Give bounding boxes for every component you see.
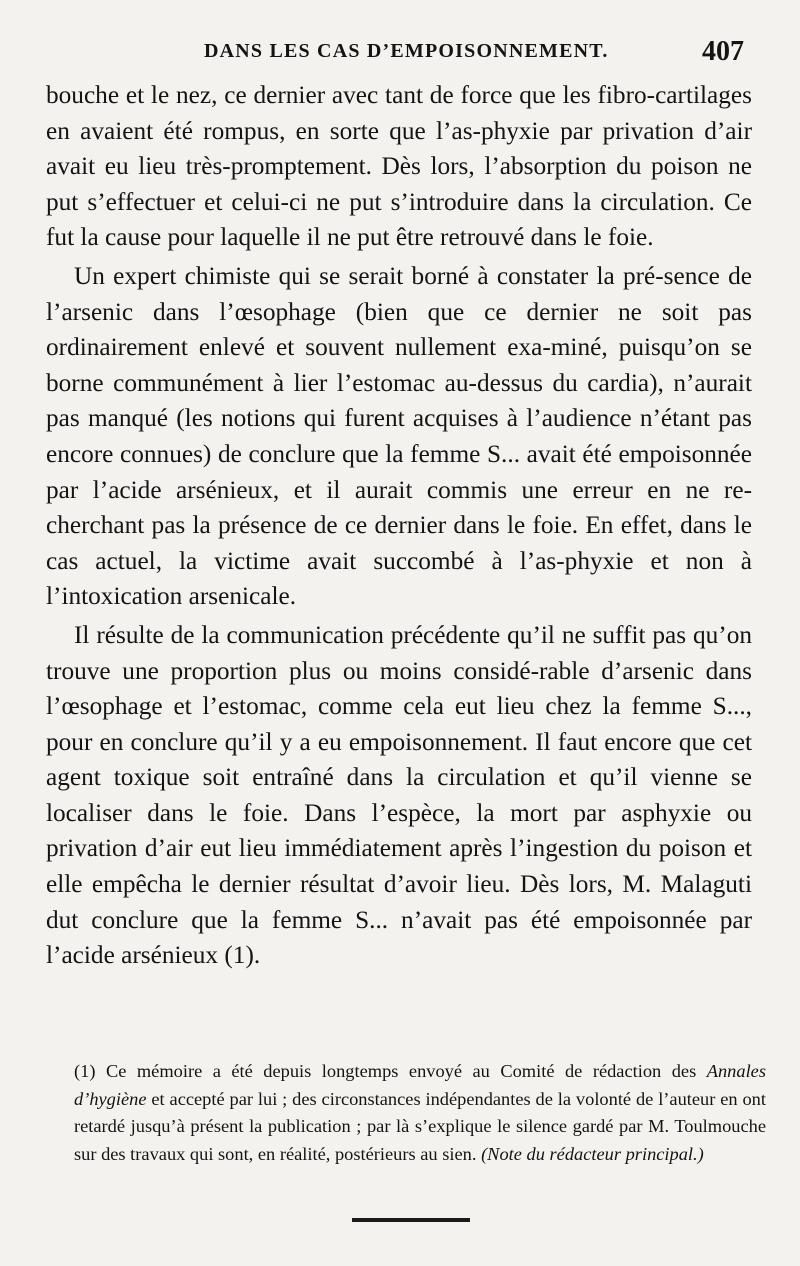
page-number: 407 <box>702 36 744 67</box>
footnote-text-start: Ce mémoire a été depuis longtemps envoyé au Comité de rédaction des <box>105 1061 697 1081</box>
running-head <box>46 38 744 70</box>
body-text <box>46 78 752 974</box>
footnote <box>74 1058 766 1168</box>
paragraph-conclusion: Il résulte de la communication précédente qu’il ne suffit pas qu’on trouve une proportion plus ou moins considé-rable d’arsenic dans l’œsophage et l’estomac, comme cela eut lieu chez la femme S..., pour en conclure qu’il y a eu empoisonnement. Il faut encore que cet agent toxique soit entraîné dans la circulation et qu’il vienne se localiser dans le foie. Dans l’espèce, la mort par asphyxie ou privation d’air eut lieu immédiatement après l’ingestion du poison et elle empêcha le dernier résultat d’avoir lieu. Dès lors, M. Malaguti dut conclure que la femme S... n’avait pas été empoisonnée par l’acide arsénieux (1). <box>46 620 752 970</box>
paragraph-expert-chimiste: Un expert chimiste qui se serait borné à constater la pré-sence de l’arsenic dans l’œsophage (bien que ce dernier ne soit pas ordinairement enlevé et souvent nullement exa-miné, puisqu’on se borne communément à lier l’estomac au-dessus du cardia), n’aurait pas manqué (les notions qui furent acquises à l’audience n’étant pas encore connues) de conclure que la femme S... avait été empoisonnée par l’acide arsénieux, et il aurait commis une erreur en ne re-cherchant pas la présence de ce dernier dans le foie. En effet, dans le cas actuel, la victime avait succombé à l’as-phyxie et non à l’intoxication arsenicale. <box>46 261 752 611</box>
closing-rule <box>352 1218 470 1222</box>
footnote-editor-note: (Note du rédacteur principal.) <box>481 1143 704 1164</box>
footnote-text-middle: et accepté par lui ; des circonstances indépendantes de la volonté de l’auteur en ont retardé jusqu’à présent la publication ; par là s’explique le silence gardé par M. Toulmouche sur des travaux qui sont, en réalité, postérieurs au sien. <box>74 1088 766 1164</box>
footnote-marker: (1) <box>74 1061 96 1081</box>
footnote-journal-title: Annales d’hygiène <box>74 1061 766 1109</box>
running-title: DANS LES CAS D’EMPOISONNEMENT. <box>204 40 609 62</box>
paragraph-continuation: bouche et le nez, ce dernier avec tant de force que les fibro-cartilages en avaient été rompus, en sorte que l’as-phyxie par privation d’air avait eu lieu très-promptement. Dès lors, l’absorption du poison ne put s’effectuer et celui-ci ne put s’introduire dans la circulation. Ce fut la cause pour laquelle il ne put être retrouvé dans le foie. <box>46 81 752 252</box>
